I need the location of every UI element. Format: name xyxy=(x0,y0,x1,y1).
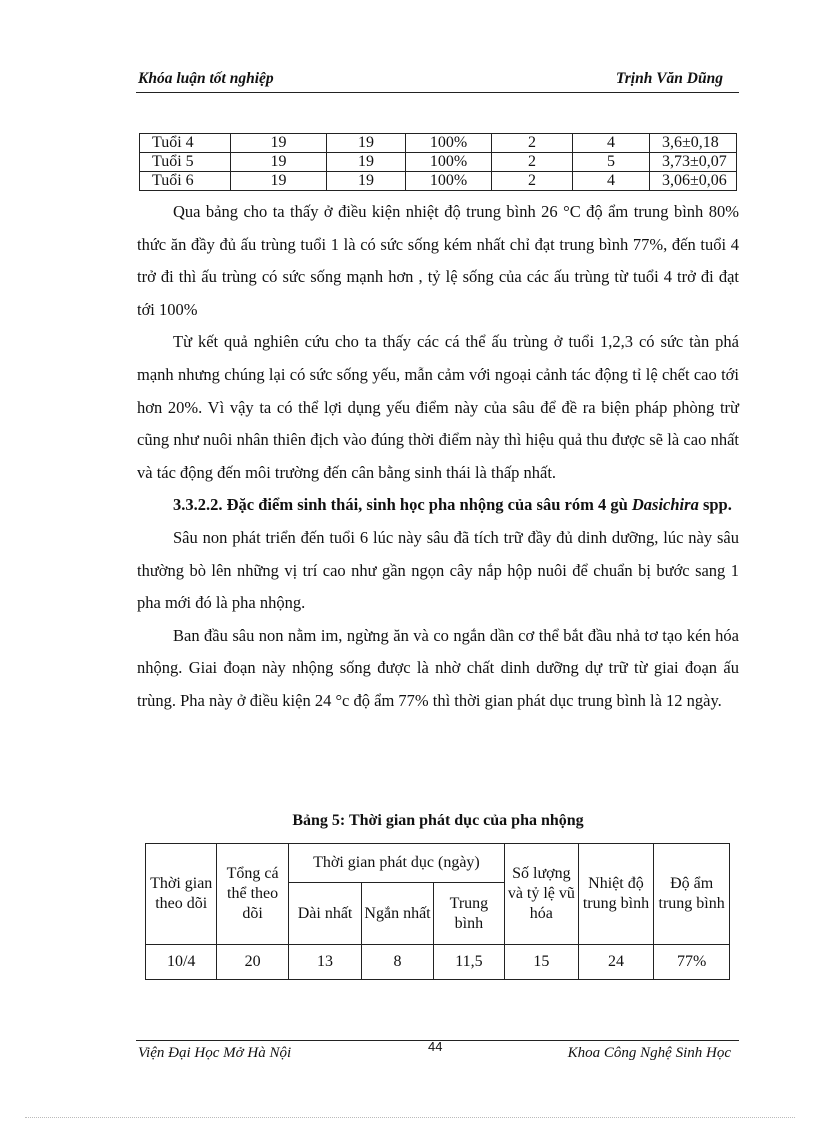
table-cell: 2 xyxy=(492,153,573,172)
table-cell: 20 xyxy=(217,945,288,980)
header-temp: Nhiệt độ trung bình xyxy=(578,844,654,945)
table-cell: 10/4 xyxy=(146,945,217,980)
table-cell: 3,73±0,07 xyxy=(650,153,737,172)
table-cell: 8 xyxy=(362,945,433,980)
table-cell: 2 xyxy=(492,172,573,191)
paragraph-larva-weakness: Từ kết quả nghiên cứu cho ta thấy các cá thể ấu trùng ở tuổi 1,2,3 có sức tàn phá mạnh nhưng chúng lại có sức sống yếu, mẫn cảm với ngoại cảnh tác động tỉ lệ chết cao tới hơn 20%. Vì vậy ta có thể lợi dụng yếu điểm này của sâu để đề ra biện pháp phòng trừ cũng như nuôi nhân thiên địch vào đúng thời điểm này thì hiệu quả thu được sẽ là cao nhất và tác động đến môi trường đến cân bằng sinh thái là thấp nhất. xyxy=(137,332,739,482)
table-row xyxy=(140,172,737,191)
header-shortest: Ngắn nhất xyxy=(362,883,433,945)
table-cell: 19 xyxy=(231,134,327,153)
body-text-upper xyxy=(137,196,739,718)
table-cell: 77% xyxy=(654,945,730,980)
paragraph-pupation-start: Sâu non phát triển đến tuổi 6 lúc này sâu đã tích trữ đầy đủ dinh dưỡng, lúc này sâu thường bò lên những vị trí cao như gần ngọn cây nắp hộp nuôi để chuẩn bị bước sang 1 pha mới đó là pha nhộng. xyxy=(137,527,739,613)
table-cell: 4 xyxy=(573,172,650,191)
table-cell: Tuổi 5 xyxy=(140,153,231,172)
table-row xyxy=(146,945,730,980)
table-cell: 3,06±0,06 xyxy=(650,172,737,191)
survival-table-continued xyxy=(139,133,737,191)
paragraph-pupation-detail: Ban đầu sâu non nằm im, ngừng ăn và co ngắn dần cơ thể bắt đầu nhả tơ tạo kén hóa nhộng. Giai đoạn này nhộng sống được là nhờ chất dinh dưỡng dự trữ từ giai đoạn ấu trùng. Pha này ở điều kiện 24 °c độ ẩm 77% thì thời gian phát dục trung bình là 12 ngày. xyxy=(137,625,739,710)
table-cell: 19 xyxy=(231,172,327,191)
header-dev-group: Thời gian phát dục (ngày) xyxy=(288,844,504,883)
header-author-name: Trịnh Văn Dũng xyxy=(615,70,723,87)
page-number: 44 xyxy=(428,1039,443,1054)
header-humidity: Độ ẩm trung bình xyxy=(654,844,730,945)
table-cell: 15 xyxy=(505,945,579,980)
header-average: Trung bình xyxy=(433,883,504,945)
table-header-row xyxy=(146,844,730,883)
heading-genus: Dasichira xyxy=(631,495,699,515)
table-cell: 2 xyxy=(492,134,573,153)
paragraph-survival-summary: Qua bảng cho ta thấy ở điều kiện nhiệt độ trung bình 26 °C độ ẩm trung bình 80% thức ăn đầy đủ ấu trùng tuổi 1 là có sức sống kém nhất chỉ đạt trung bình 77%, đến tuổi 4 trở đi thì ấu trùng có sức sống mạnh hơn , tỷ lệ sống của các ấu trùng từ tuổi 4 trở đi đạt tới 100% xyxy=(137,202,739,319)
table-cell: 24 xyxy=(578,945,654,980)
table-cell: 3,6±0,18 xyxy=(650,134,737,153)
page-edge-divider xyxy=(25,1117,795,1118)
table-row xyxy=(140,134,737,153)
table-cell: 13 xyxy=(288,945,362,980)
header-time: Thời gian theo dõi xyxy=(146,844,217,945)
section-heading xyxy=(137,489,739,522)
table-cell: Tuổi 6 xyxy=(140,172,231,191)
table-cell: 19 xyxy=(327,134,406,153)
footer-faculty: Khoa Công Nghệ Sinh Học xyxy=(567,1045,731,1061)
table-cell: 100% xyxy=(406,153,492,172)
table-cell: 100% xyxy=(406,134,492,153)
table-cell: 4 xyxy=(573,134,650,153)
table-cell: 100% xyxy=(406,172,492,191)
footer-institution: Viện Đại Học Mở Hà Nội xyxy=(138,1045,292,1061)
header-thesis-label: Khóa luận tốt nghiệp xyxy=(138,70,274,87)
heading-text: 3.3.2.2. Đặc điểm sinh thái, sinh học pha nhộng của sâu róm 4 gù xyxy=(173,495,628,515)
header-total: Tổng cá thể theo dõi xyxy=(217,844,288,945)
table-cell: 11,5 xyxy=(433,945,504,980)
table-cell: 19 xyxy=(231,153,327,172)
table-cell: 19 xyxy=(327,172,406,191)
table-cell: 19 xyxy=(327,153,406,172)
table-cell: 5 xyxy=(573,153,650,172)
table-row xyxy=(140,153,737,172)
header-count: Số lượng và tỷ lệ vũ hóa xyxy=(505,844,579,945)
page-footer xyxy=(136,1040,739,1065)
table-caption: Bảng 5: Thời gian phát dục của pha nhộng xyxy=(292,812,584,829)
heading-suffix: spp. xyxy=(698,495,732,515)
pupa-development-table xyxy=(145,843,730,980)
header-longest: Dài nhất xyxy=(288,883,362,945)
table-cell: Tuổi 4 xyxy=(140,134,231,153)
page-header xyxy=(136,70,739,93)
